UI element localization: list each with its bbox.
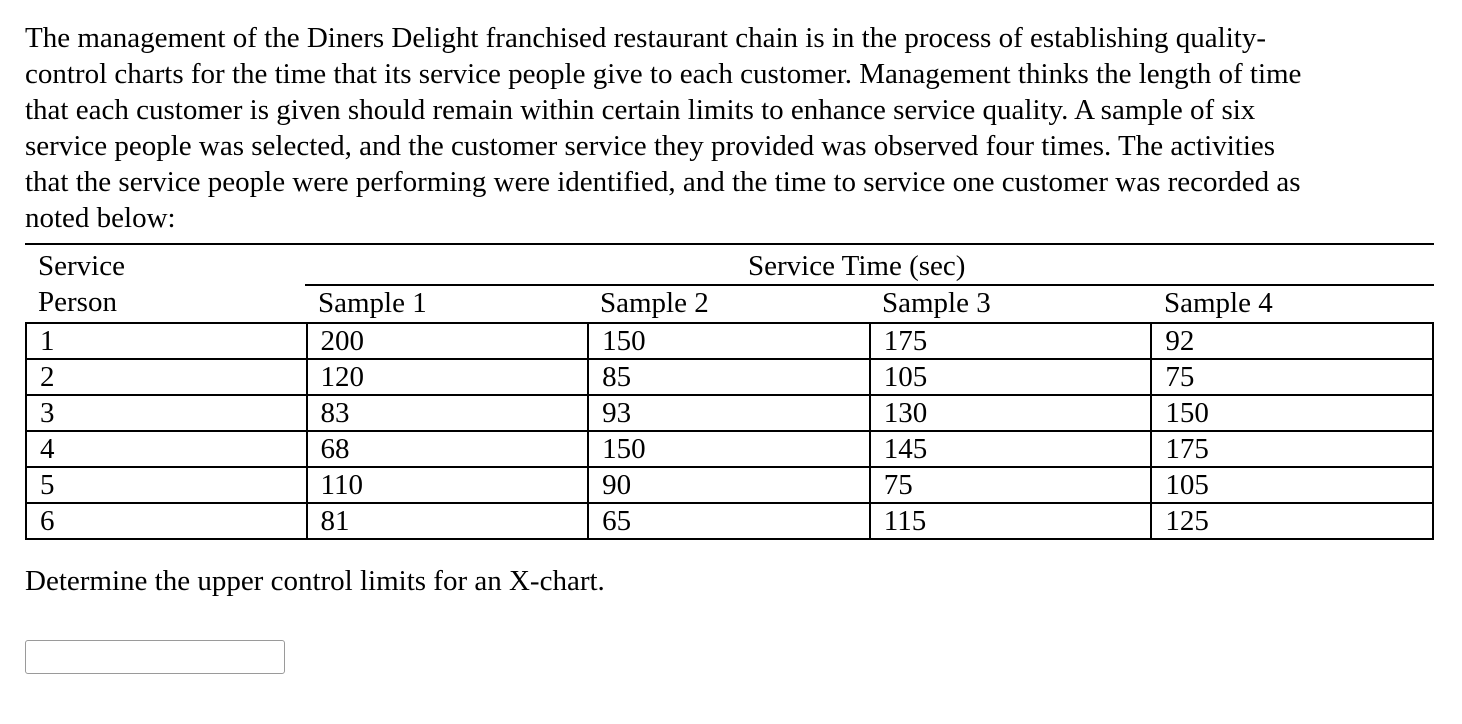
problem-statement [25, 20, 1445, 236]
column-header: Sample 1 [318, 287, 427, 319]
problem-line: control charts for the time that its service people give to each customer. Management thinks the length of time [25, 58, 1302, 90]
value-cell: 120 [307, 359, 589, 395]
value-cell: 75 [870, 467, 1152, 503]
value-cell: 90 [588, 467, 870, 503]
person-cell: 3 [26, 395, 307, 431]
value-cell: 125 [1151, 503, 1433, 539]
person-cell: 2 [26, 359, 307, 395]
problem-line: The management of the Diners Delight franchised restaurant chain is in the process of establishing quality- [25, 22, 1266, 54]
value-cell: 130 [870, 395, 1152, 431]
problem-line: that each customer is given should remain within certain limits to enhance service quality. A sample of six [25, 94, 1256, 126]
value-cell: 65 [588, 503, 870, 539]
column-header: Sample 4 [1164, 287, 1273, 319]
value-cell: 150 [588, 323, 870, 359]
value-cell: 92 [1151, 323, 1433, 359]
problem-line: that the service people were performing were identified, and the time to service one customer was recorded as [25, 166, 1301, 198]
value-cell: 68 [307, 431, 589, 467]
value-cell: 145 [870, 431, 1152, 467]
person-header-line1: Service [38, 250, 125, 282]
value-cell: 105 [870, 359, 1152, 395]
answer-input[interactable] [25, 640, 285, 674]
value-cell: 85 [588, 359, 870, 395]
column-header: Sample 2 [600, 287, 709, 319]
value-cell: 110 [307, 467, 589, 503]
table-top-rule [25, 243, 1434, 245]
value-cell: 81 [307, 503, 589, 539]
value-cell: 175 [870, 323, 1152, 359]
value-cell: 175 [1151, 431, 1433, 467]
table-row [26, 359, 1433, 395]
service-time-header: Service Time (sec) [748, 250, 966, 282]
value-cell: 93 [588, 395, 870, 431]
table-row [26, 467, 1433, 503]
person-cell: 5 [26, 467, 307, 503]
value-cell: 115 [870, 503, 1152, 539]
value-cell: 150 [1151, 395, 1433, 431]
column-header: Sample 3 [882, 287, 991, 319]
value-cell: 150 [588, 431, 870, 467]
table-row [26, 503, 1433, 539]
person-cell: 1 [26, 323, 307, 359]
value-cell: 83 [307, 395, 589, 431]
table-row [26, 395, 1433, 431]
person-header-line2: Person [38, 286, 117, 318]
value-cell: 75 [1151, 359, 1433, 395]
problem-line: service people was selected, and the customer service they provided was observed four times. The activities [25, 130, 1276, 162]
problem-line: noted below: [25, 202, 176, 234]
person-cell: 4 [26, 431, 307, 467]
value-cell: 105 [1151, 467, 1433, 503]
value-cell: 200 [307, 323, 589, 359]
person-cell: 6 [26, 503, 307, 539]
table-row [26, 323, 1433, 359]
table-row [26, 431, 1433, 467]
data-grid [25, 322, 1434, 540]
question-text: Determine the upper control limits for an X-chart. [25, 565, 605, 597]
